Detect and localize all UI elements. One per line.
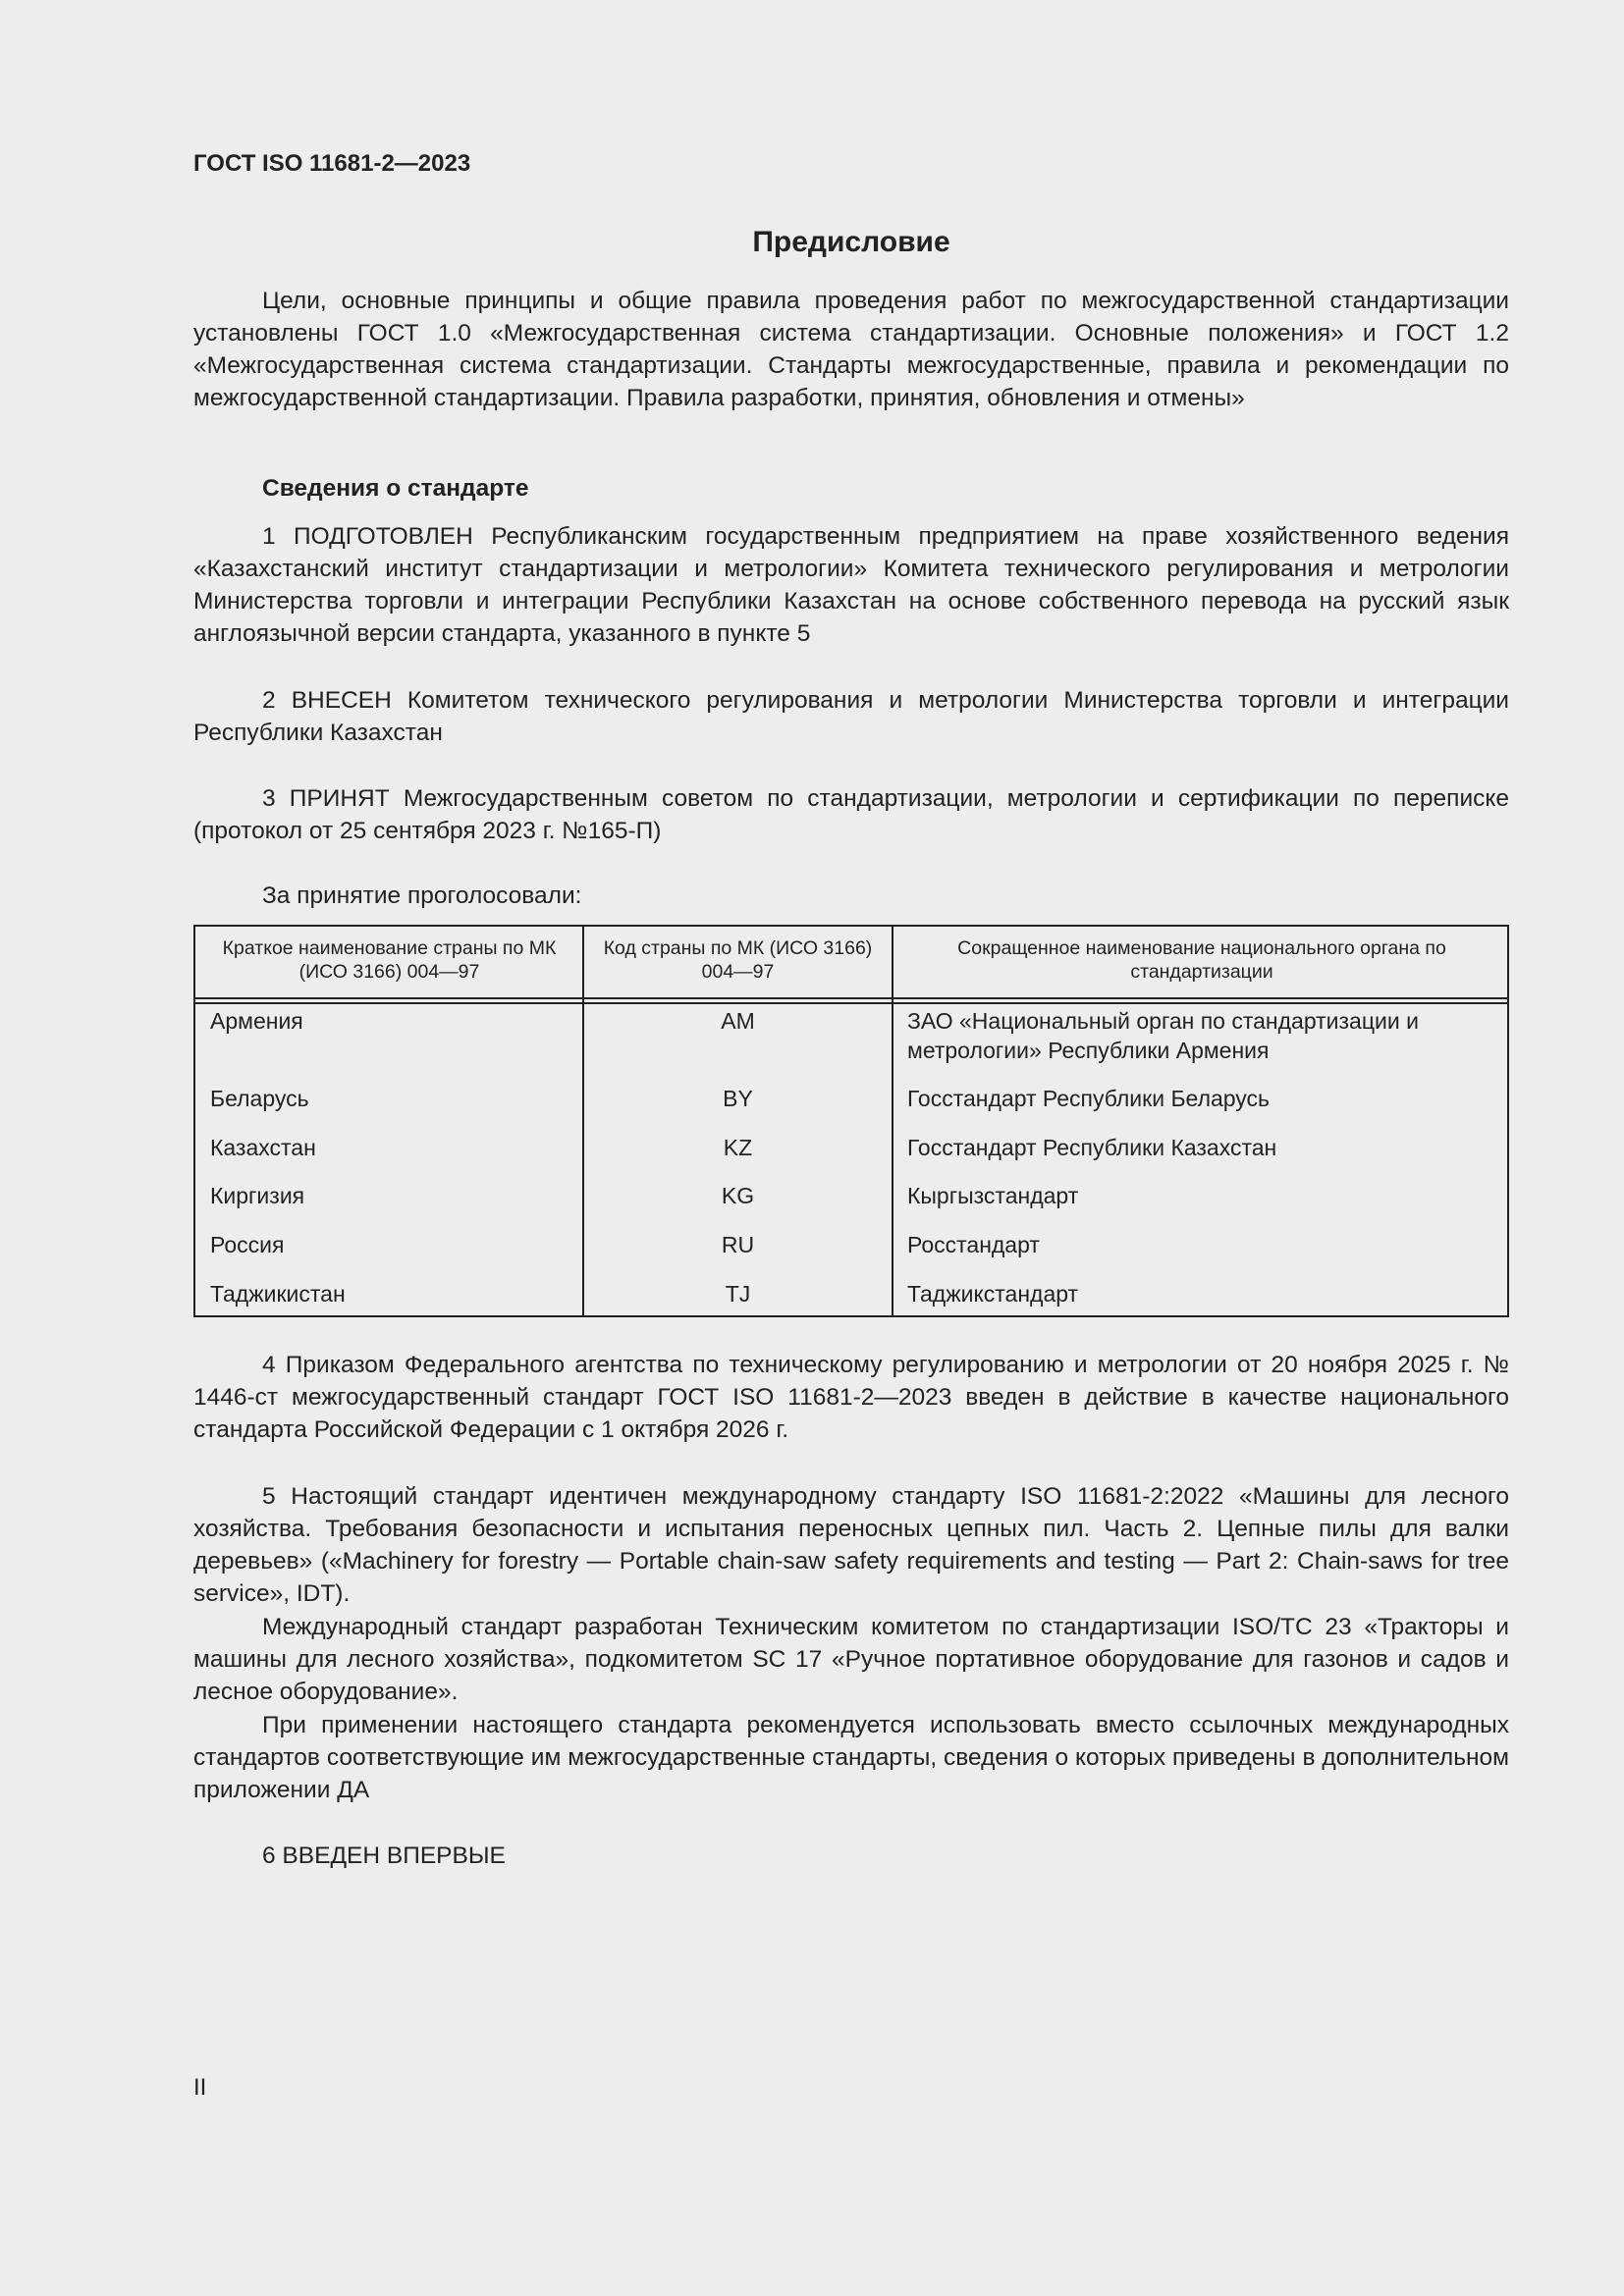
table-cell-code: TJ	[725, 1281, 751, 1307]
table-header-body: Сокращенное наименование национального органа по стандартизации	[957, 937, 1446, 983]
voting-table	[193, 925, 1509, 1317]
table-cell-code: KZ	[723, 1135, 753, 1160]
table-header-country: Краткое наименование страны по МК (ИСО 3166) 004—97	[222, 937, 557, 983]
item-3-paragraph: 3 ПРИНЯТ Межгосударственным советом по стандартизации, метрологии и сертификации по переписке (протокол от 25 сентября 2023 г. №165-П)	[193, 785, 1509, 844]
table-cell-body: ЗАО «Национальный орган по стандартизации и метрологии» Республики Армения	[907, 1008, 1419, 1063]
table-cell-body: Госстандарт Республики Беларусь	[907, 1086, 1271, 1111]
item-5-committee-paragraph: Международный стандарт разработан Техническим комитетом по стандартизации ISO/TC 23 «Тракторы и машины для лесного хозяйства», подкомитетом SC 17 «Ручное портативное оборудование для газонов и садов и лесное оборудование».	[193, 1614, 1509, 1705]
table-header-code: Код страны по МК (ИСО 3166) 004—97	[603, 937, 873, 983]
table-column-divider	[892, 927, 893, 1315]
table-cell-country: Беларусь	[210, 1086, 309, 1111]
voted-label: За принятие проголосовали:	[262, 882, 582, 909]
item-5-paragraph: 5 Настоящий стандарт идентичен международному стандарту ISO 11681-2:2022 «Машины для лесного хозяйства. Требования безопасности и испытания переносных цепных пил. Часть 2. Цепные пилы для валки деревьев» («Machinery for forestry — Portable chain-saw safety requirements and testing — Part 2: Chain-saws for tree service», IDT).	[193, 1483, 1509, 1607]
item-4-paragraph: 4 Приказом Федерального агентства по техническому регулированию и метрологии от 20 ноября 2025 г. № 1446-ст межгосударственный стандарт ГОСТ ISO 11681-2—2023 введен в действие в качестве национального стандарта Российской Федерации с 1 октября 2026 г.	[193, 1352, 1509, 1443]
table-cell-body: Кыргызстандарт	[907, 1183, 1079, 1208]
item-5-note-paragraph: При применении настоящего стандарта рекомендуется использовать вместо ссылочных международных стандартов соответствующие им межгосударственные стандарты, сведения о которых приведены в дополнительном приложении ДА	[193, 1712, 1509, 1803]
table-cell-body: Росстандарт	[907, 1232, 1040, 1257]
table-header-divider	[195, 997, 1507, 999]
page-number: II	[193, 2074, 207, 2101]
table-cell-body: Таджикстандарт	[907, 1281, 1079, 1307]
table-cell-code: AM	[721, 1008, 755, 1034]
item-2-paragraph: 2 ВНЕСЕН Комитетом технического регулирования и метрологии Министерства торговли и интеграции Республики Казахстан	[193, 687, 1509, 746]
table-cell-country: Армения	[210, 1008, 303, 1034]
page-title: Предисловие	[752, 226, 950, 258]
table-cell-country: Киргизия	[210, 1183, 305, 1208]
table-cell-country: Казахстан	[210, 1135, 316, 1160]
table-cell-country: Россия	[210, 1232, 285, 1257]
item-6-paragraph: 6 ВВЕДЕН ВПЕРВЫЕ	[262, 1842, 506, 1869]
table-cell-code: BY	[723, 1086, 753, 1111]
intro-paragraph: Цели, основные принципы и общие правила проведения работ по межгосударственной стандартизации установлены ГОСТ 1.0 «Межгосударственная система стандартизации. Основные положения» и ГОСТ 1.2 «Межгосударственная система стандартизации. Стандарты межгосударственные, правила и рекомендации по межгосударственной стандартизации. Правила разработки, принятия, обновления и отмены»	[193, 288, 1509, 411]
table-cell-country: Таджикистан	[210, 1281, 346, 1307]
table-header-divider	[195, 1002, 1507, 1004]
standard-info-heading: Сведения о стандарте	[262, 475, 529, 502]
item-1-paragraph: 1 ПОДГОТОВЛЕН Республиканским государственным предприятием на праве хозяйственного ведения «Казахстанский институт стандартизации и метрологии» Комитета технического регулирования и метрологии Министерства торговли и интеграции Республики Казахстан на основе собственного перевода на русский язык англоязычной версии стандарта, указанного в пункте 5	[193, 523, 1509, 647]
document-code-header: ГОСТ ISO 11681-2—2023	[193, 150, 471, 177]
table-cell-code: RU	[721, 1232, 755, 1257]
table-cell-body: Госстандарт Республики Казахстан	[907, 1135, 1277, 1160]
table-cell-code: KG	[721, 1183, 755, 1208]
